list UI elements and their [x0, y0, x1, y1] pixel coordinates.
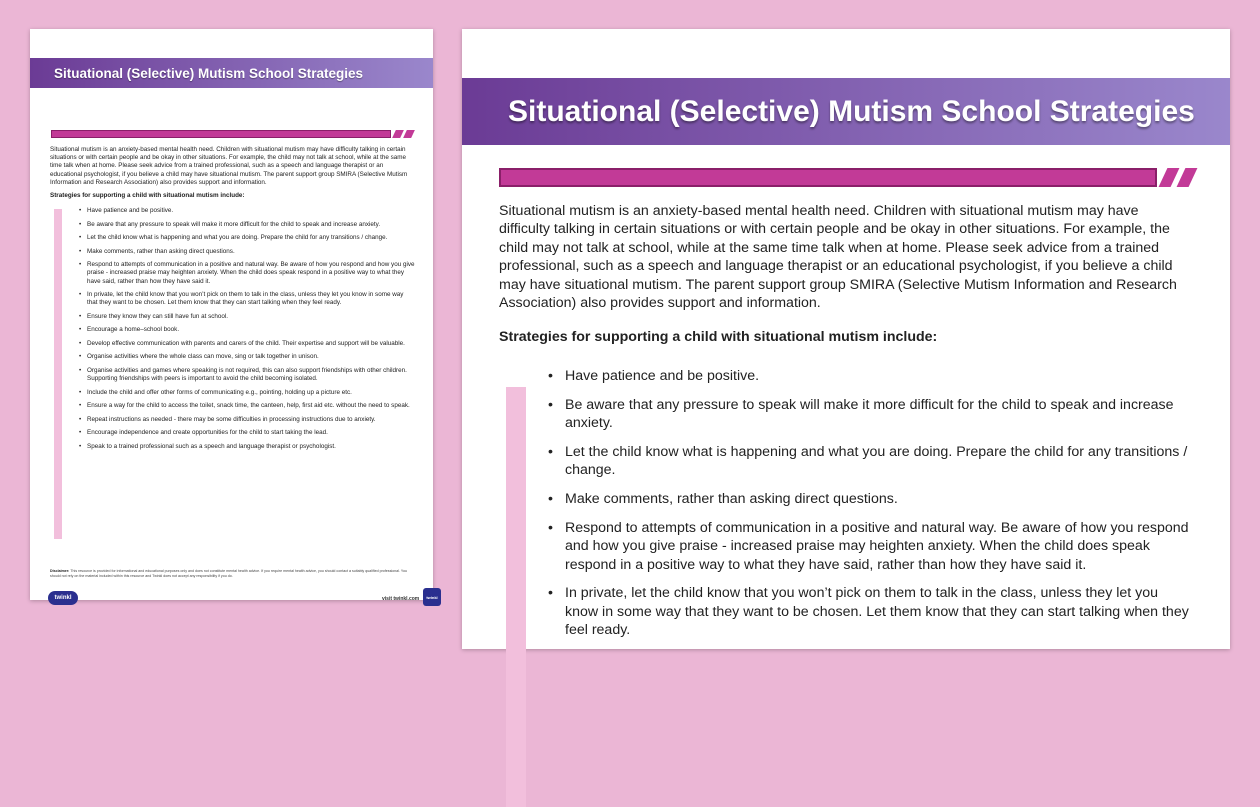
small-page-decorative-stripe	[51, 130, 413, 138]
list-item: • In private, let the child know that you won’t pick on them to talk in the class, unless they let you know in some way that they want to be chosen. Let them know that they can start talking when they feel ready.	[87, 291, 415, 307]
list-item: • Ensure they know they can still have fun at school.	[87, 313, 415, 321]
website-link: visit twinkl.com	[382, 596, 420, 602]
large-page-intro: Situational mutism is an anxiety-based mental health need. Children with situational mutism may have difficulty talking in certain situations or with certain people and be okay in other situations. For example, the child may not talk at school, while at the same time talk when at home. Please seek advice from a trained professional, such as a speech and language therapist or an educational psychologist, if you believe a child may have situational mutism. The parent support group SMIRA (Selective Mutism Information and Research Association) also provides support and information.	[499, 203, 1177, 312]
stripe-bar	[499, 168, 1157, 187]
list-item: • Let the child know what is happening and what you are doing. Prepare the child for any transitions / change.	[565, 443, 1189, 480]
list-item: • Let the child know what is happening and what you are doing. Prepare the child for any transitions / change.	[87, 234, 415, 242]
list-side-bar	[54, 209, 62, 539]
list-item: • Be aware that any pressure to speak will make it more difficult for the child to speak and increase anxiety.	[565, 396, 1189, 433]
list-item: • Be aware that any pressure to speak will make it more difficult for the child to speak and increase anxiety.	[87, 221, 415, 229]
list-item: • Encourage independence and create opportunities for the child to start taking the lead.	[87, 429, 415, 437]
disclaimer-text: This resource is provided for informational and educational purposes only and does not constitute mental health advice. If you require mental health advice, you should contact a suitably qualified professional. You should not rely on the material included within this resource and Twinkl does not accept any responsibility if you do.	[50, 569, 407, 578]
list-item: • Make comments, rather than asking direct questions.	[87, 248, 415, 256]
disclaimer	[50, 569, 412, 578]
list-item: • Organise activities and games where speaking is not required, this can also support friendships with other children. Supporting friendships with peers is important to avoid the child becoming isolated.	[87, 367, 415, 383]
small-page-preview	[30, 29, 438, 602]
large-page-preview	[462, 29, 1230, 649]
list-item: • Develop effective communication with parents and carers of the child. Their expertise and support will be valuable.	[87, 340, 415, 348]
disclaimer-label: Disclaimer:	[50, 569, 70, 573]
large-page-body	[499, 202, 1189, 650]
list-item: • Respond to attempts of communication in a positive and natural way. Be aware of how you respond and how you give praise - increased praise may heighten anxiety. When the child does speak respond in a positive way to what they have said, rather than how they have said it.	[565, 519, 1189, 574]
small-page-title: Situational (Selective) Mutism School Strategies	[54, 65, 364, 81]
list-item: • Encourage a home–school book.	[87, 326, 415, 334]
list-side-bar	[506, 387, 526, 807]
twinkl-badge-icon: twinkl	[423, 588, 441, 606]
small-page-intro: Situational mutism is an anxiety-based mental health need. Children with situational mutism may have difficulty talking in certain situations or with certain people and be okay in other situations. For example, the child may not talk at school, while at the same time talk when at home. Please seek advice from a trained professional, such as a speech and language therapist or an educational psychologist, if you believe a child may have situational mutism. The parent support group SMIRA (Selective Mutism Information and Research Association) also provides support and information.	[50, 146, 408, 186]
small-page-strategies	[50, 207, 415, 451]
twinkl-logo: twinkl	[48, 591, 78, 605]
stripe-slash	[403, 130, 415, 138]
list-item: • Organise activities where the whole class can move, sing or talk together in unison.	[87, 353, 415, 361]
list-item: • Repeat instructions as needed - there may be some difficulties in processing instructions due to anxiety.	[87, 416, 415, 424]
list-item: • Make comments, rather than asking direct questions.	[565, 490, 1189, 508]
small-page-title-banner	[30, 58, 433, 88]
stripe-bar	[51, 130, 391, 138]
stripe-slash	[1159, 168, 1180, 187]
large-page-title-banner	[462, 78, 1230, 145]
list-item: • In private, let the child know that you won’t pick on them to talk in the class, unless they let you know in some way that they want to be chosen. Let them know that they can start talking when they feel ready.	[565, 584, 1189, 639]
list-item: • Have patience and be positive.	[565, 367, 1189, 385]
large-page-decorative-stripe	[499, 168, 1193, 187]
list-item: • Have patience and be positive.	[87, 207, 415, 215]
stripe-slash	[1177, 168, 1198, 187]
list-item: • Ensure a way for the child to access the toilet, snack time, the canteen, help, first aid etc. without the need to speak.	[87, 402, 415, 410]
list-item: • Speak to a trained professional such as a speech and language therapist or psychologist.	[87, 443, 415, 451]
small-page-body	[50, 146, 415, 456]
list-item: • Include the child and offer other forms of communicating e.g., pointing, holding up a picture etc.	[87, 389, 415, 397]
large-page-strategies-heading: Strategies for supporting a child with situational mutism include:	[499, 329, 938, 346]
stripe-slash	[392, 130, 404, 138]
small-page-strategies-heading: Strategies for supporting a child with situational mutism include:	[50, 192, 245, 200]
large-page-title: Situational (Selective) Mutism School Strategies	[508, 94, 1195, 128]
large-page-strategies	[499, 367, 1189, 640]
list-item: • Respond to attempts of communication in a positive and natural way. Be aware of how you respond and how you give praise - increased praise may heighten anxiety. When the child does speak respond in a positive way to what they have said, rather than how they have said it.	[87, 261, 415, 286]
